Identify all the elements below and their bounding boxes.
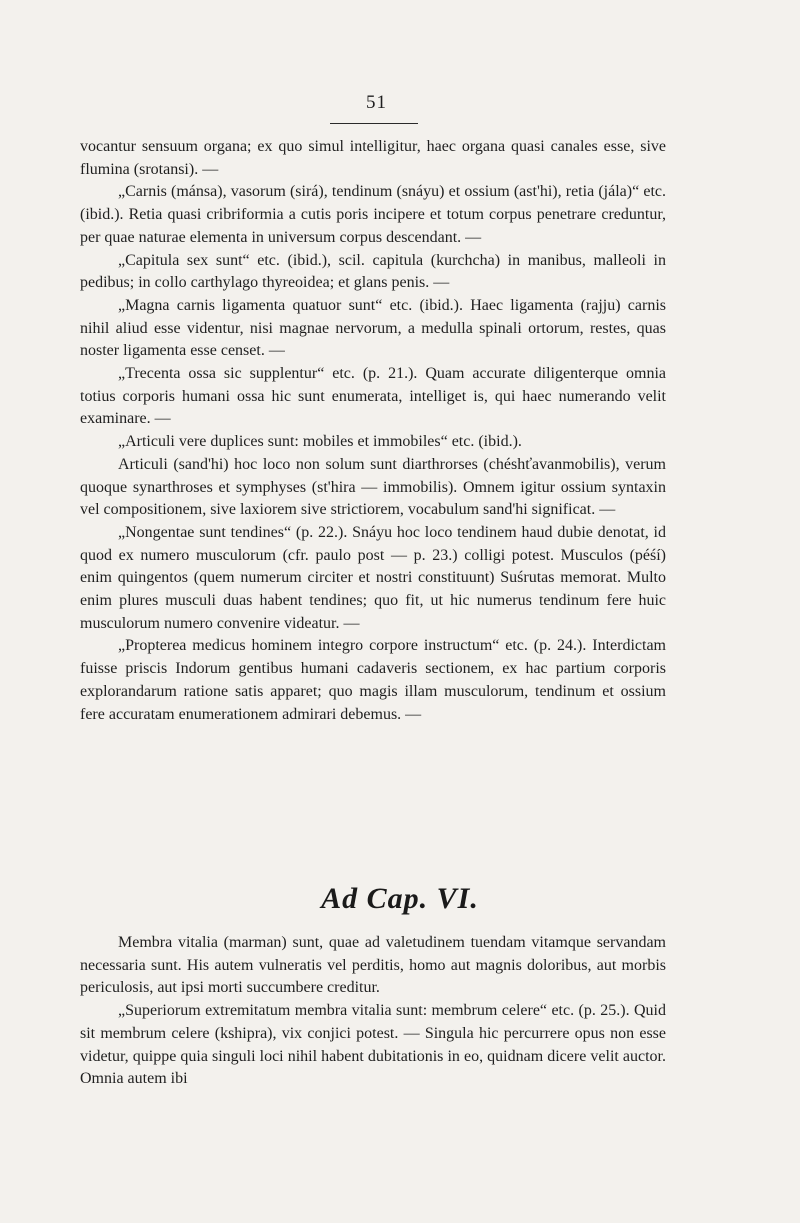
- paragraph: vocantur sensuum organa; ex quo simul intelligitur, haec organa quasi canales esse, sive flumina (srotansi). —: [80, 138, 666, 178]
- paragraph: „Trecenta ossa sic supplentur“ etc. (p. 21.). Quam accurate diligenterque omnia totius corporis humani ossa hic sunt enumerata, intelliget is, qui haec numerando velit examinare. —: [80, 365, 666, 428]
- commentary-text: [80, 136, 666, 726]
- paragraph: „Capitula sex sunt“ etc. (ibid.), scil. capitula (kurchcha) in manibus, malleoli in pedibus; in collo carthylago thyreoidea; et glans penis. —: [80, 251, 666, 292]
- paragraph: „Carnis (mánsa), vasorum (sirá), tendinum (snáyu) et ossium (ast'hi), retia (jála)“ etc. (ibid.). Retia quasi cribriformia a cutis poris incipere et totum corpus penetrare creduntur, per quae naturae elementa in universum corpus descendant. —: [80, 183, 666, 246]
- paragraph: „Magna carnis ligamenta quatuor sunt“ etc. (ibid.). Haec ligamenta (rajju) carnis nihil aliud esse videntur, nisi magnae nervorum, a medulla spinali ortorum, restes, quas noster ligamenta esse censet. —: [80, 296, 666, 360]
- paragraph: „Propterea medicus hominem integro corpore instructum“ etc. (p. 24.). Interdictam fuisse priscis Indorum gentibus humani cadaveris sectionem, ex hac partium corporis explorandarum ratione satis apparet; quo magis illam musculorum, tendinum et ossium fere accuratam enumerationem admirari debemus. —: [80, 637, 666, 723]
- header-rule: [330, 123, 418, 124]
- section-heading: Ad Cap. VI.: [321, 882, 479, 915]
- chapter-text: [80, 932, 666, 1091]
- paragraph: „Nongentae sunt tendines“ (p. 22.). Snáyu hoc loco tendinem haud dubie denotat, id quod ex numero musculorum (cfr. paulo post — p. 23.) colligi potest. Musculos (péśí) enim quingentos (quem numerum circiter et nostri constituunt) Suśrutas memorat. Multo enim plures musculi duas habent tendines; quo fit, ut hic numerus tendinum fere huic musculorum numero convenire videatur. —: [80, 523, 666, 632]
- paragraph: Membra vitalia (marman) sunt, quae ad valetudinem tuendam vitamque servandam necessaria sunt. His autem vulneratis vel perditis, homo aut magnis doloribus, aut morbis periculosis, aut ipsi morti succumbere creditur.: [80, 934, 666, 997]
- paragraph: Articuli (sand'hi) hoc loco non solum sunt diarthrorses (chéshťavanmobilis), verum quoque synarthroses et symphyses (st'hira — immobilis). Omnem igitur ossium syntaxin vel compositionem, sive laxiorem sive strictiorem, vocabulum sand'hi significat. —: [80, 455, 666, 519]
- paragraph: „Articuli vere duplices sunt: mobiles et immobiles“ etc. (ibid.).: [118, 433, 522, 451]
- page-number: 51: [366, 92, 387, 113]
- paragraph: „Superiorum extremitatum membra vitalia sunt: membrum celere“ etc. (p. 25.). Quid sit membrum celere (kshipra), vix conjici potest. — Singula hic percurrere opus non esse videtur, quippe quia singuli loci nihil habent dubitationis in eo, quidnam dicere velit auctor. Omnia autem ibi: [80, 1002, 666, 1088]
